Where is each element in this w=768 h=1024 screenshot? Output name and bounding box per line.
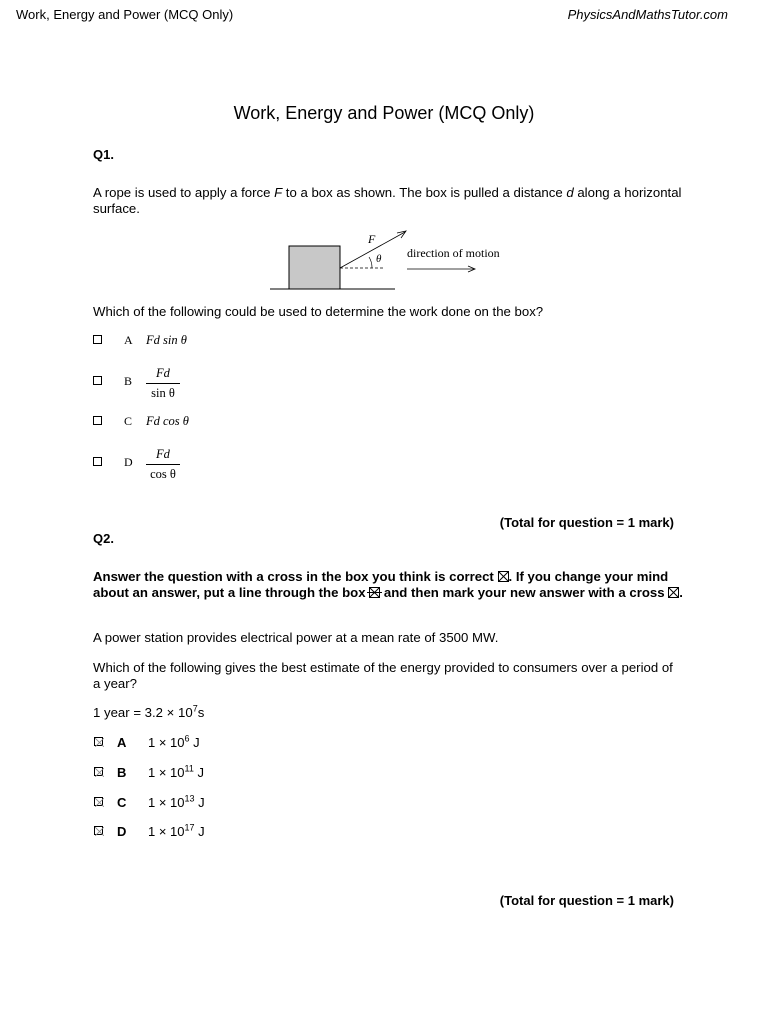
option-letter: A: [124, 333, 133, 347]
q1-question: Which of the following could be used to determine the work done on the box?: [93, 304, 544, 319]
angle-arc: [369, 257, 372, 268]
q1-total: (Total for question = 1 mark): [499, 515, 674, 530]
fraction-numerator: Fd: [146, 366, 180, 384]
option-letter: B: [117, 765, 127, 780]
option-expression: Fd sin θ: [146, 333, 187, 347]
option-fraction: [146, 447, 180, 482]
option-fraction: [146, 366, 180, 401]
q1-diagram: [270, 226, 540, 294]
option-expression: Fd cos θ: [146, 414, 189, 428]
q1-number: Q1.: [93, 147, 114, 162]
angle-label: θ: [376, 253, 382, 265]
option-letter: B: [124, 374, 133, 388]
box: [289, 246, 340, 289]
option-value: $1 \times 10^{17}$ J: [148, 822, 205, 839]
document-title: Work, Energy and Power (MCQ Only): [233, 103, 535, 123]
q2-question: Which of the following gives the best estimate of the energy provided to consumers over a period of a year?: [93, 660, 673, 691]
cross-box-icon: [668, 587, 679, 598]
header-title: Work, Energy and Power (MCQ Only): [16, 7, 234, 22]
q2-year-conversion: 1 year = $3.2 \times 10^7s$: [93, 703, 205, 720]
checkbox[interactable]: [93, 457, 102, 466]
option-letter: C: [124, 414, 133, 428]
option-value: $1 \times 10^6$ J: [148, 733, 200, 750]
cross-box-icon: [498, 571, 509, 582]
checkbox[interactable]: [94, 826, 103, 835]
checkbox[interactable]: [94, 737, 103, 746]
option-value: $1 \times 10^{11}$ J: [148, 763, 204, 780]
checkbox[interactable]: [94, 767, 103, 776]
fraction-denominator: sin θ: [151, 386, 175, 400]
option-letter: C: [117, 795, 127, 810]
option-value: $1 \times 10^{13}$ J: [148, 793, 205, 810]
checkbox[interactable]: [93, 416, 102, 425]
fraction-denominator: cos θ: [150, 467, 176, 481]
header-site: PhysicsAndMathsTutor.com: [567, 7, 728, 22]
force-label: F: [368, 232, 376, 246]
checkbox[interactable]: [93, 335, 102, 344]
motion-label: direction of motion: [407, 246, 500, 260]
option-letter: A: [117, 735, 127, 750]
q2-number: Q2.: [93, 531, 114, 546]
q2-instructions: Answer the question with a cross in the box you think is correct . If you change your mind about an answer, put a line through the box and then mark your new answer with a cross .: [93, 569, 683, 600]
q2-stem: A power station provides electrical power at a mean rate of 3500 MW.: [93, 630, 499, 645]
fraction-numerator: Fd: [146, 447, 180, 465]
checkbox[interactable]: [93, 376, 102, 385]
struck-cross-box-icon: [369, 587, 380, 598]
checkbox[interactable]: [94, 797, 103, 806]
option-letter: D: [117, 824, 127, 839]
q1-stem: A rope is used to apply a force F to a box as shown. The box is pulled a distance d along a horizontal surface.: [93, 185, 682, 216]
option-letter: D: [124, 455, 133, 469]
q2-total: (Total for question = 1 mark): [499, 893, 674, 908]
